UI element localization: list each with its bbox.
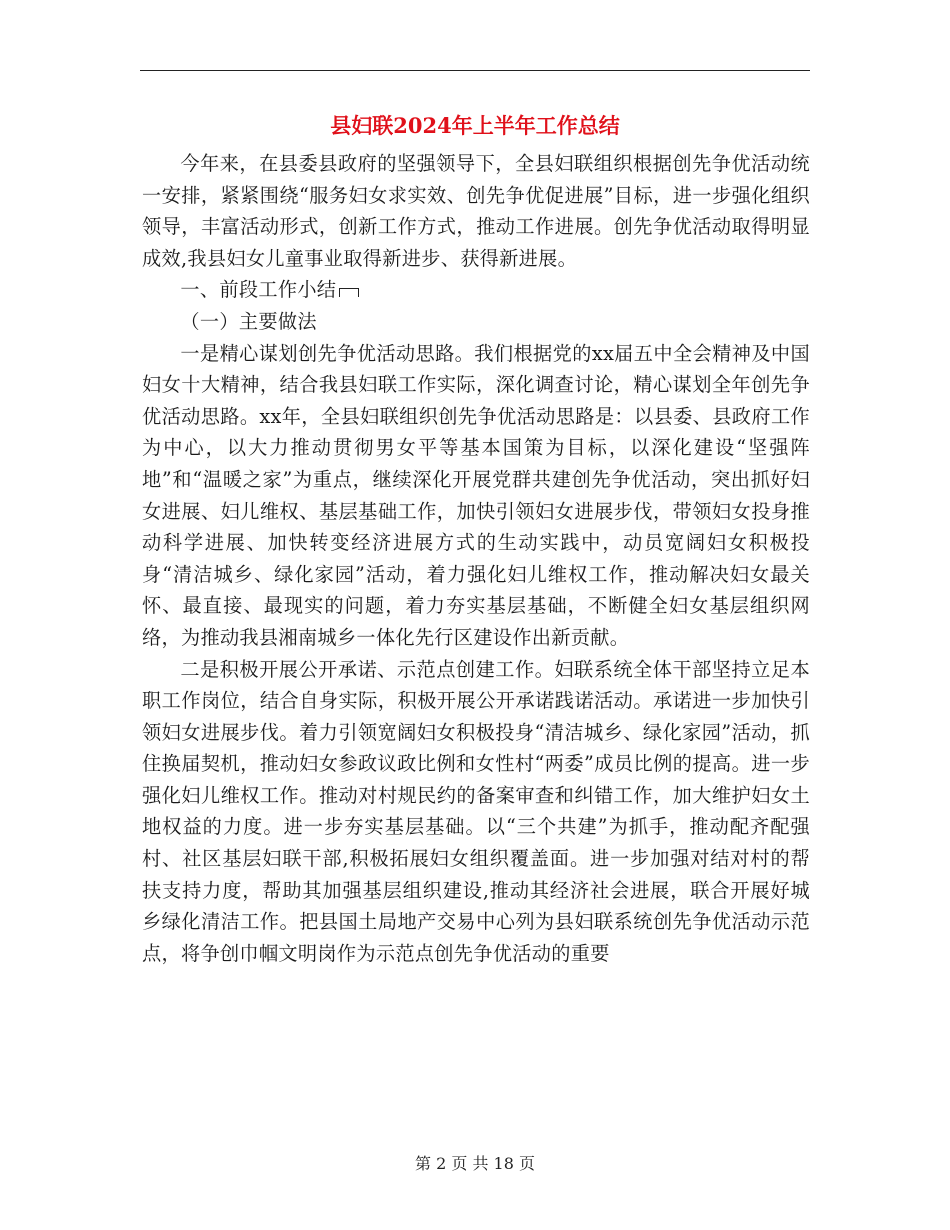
paragraph-2: 二是积极开展公开承诺、示范点创建工作。妇联系统全体干部坚持立足本职工作岗位，结合自身实际，积极开展公开承诺践诺活动。承诺进一步加快引领妇女进展步伐。着力引领宽阔妇女积极投身“清洁城乡、绿化家园”活动，抓住换届契机，推动妇女参政议政比例和女性村“两委”成员比例的提高。进一步强化妇儿维权工作。推动对村规民约的备案审查和纠错工作，加大维护妇女土地权益的力度。进一步夯实基层基础。以“三个共建”为抓手，推动配齐配强村、社区基层妇联干部,积极拓展妇女组织覆盖面。进一步加强对结对村的帮扶支持力度，帮助其加强基层组织建设,推动其经济社会进展，联合开展好城乡绿化清洁工作。把县国土局地产交易中心列为县妇联系统创先争优活动示范点，将争创巾帼文明岗作为示范点创先争优活动的重要	[142, 657, 810, 965]
document-body	[142, 148, 810, 969]
header-rule	[140, 70, 810, 71]
intro-paragraph: 今年来，在县委县政府的坚强领导下，全县妇联组织根据创先争优活动统一安排，紧紧围绕“服务妇女求实效、创先争优促进展”目标，进一步强化组织领导，丰富活动形式，创新工作方式，推动工作进展。创先争优活动取得明显成效,我县妇女儿童事业取得新进步、获得新进展。	[142, 152, 810, 270]
document-title: 县妇联2024年上半年工作总结	[330, 113, 620, 138]
edit-mark-icon	[339, 288, 359, 297]
section-heading	[142, 274, 810, 306]
paragraph-1: 一是精心谋划创先争优活动思路。我们根据党的xx届五中全会精神及中国妇女十大精神，结合我县妇联工作实际，深化调查讨论，精心谋划全年创先争优活动思路。xx年，全县妇联组织创先争优活动思路是：以县委、县政府工作为中心，以大力推动贯彻男女平等基本国策为目标，以深化建设“坚强阵地”和“温暖之家”为重点，继续深化开展党群共建创先争优活动，突出抓好妇女进展、妇儿维权、基层基础工作，加快引领妇女进展步伐，带领妇女投身推动科学进展、加快转变经济进展方式的生动实践中，动员宽阔妇女积极投身“清洁城乡、绿化家园”活动，着力强化妇儿维权工作，推动解决妇女最关怀、最直接、最现实的问题，着力夯实基层基础，不断健全妇女基层组织网络，为推动我县湘南城乡一体化先行区建设作出新贡献。	[142, 341, 810, 649]
subsection-heading: （一）主要做法	[180, 309, 317, 333]
page-number: 第 2 页 共 18 页	[415, 1154, 535, 1173]
section-heading-text: 一、前段工作小结	[180, 278, 337, 302]
